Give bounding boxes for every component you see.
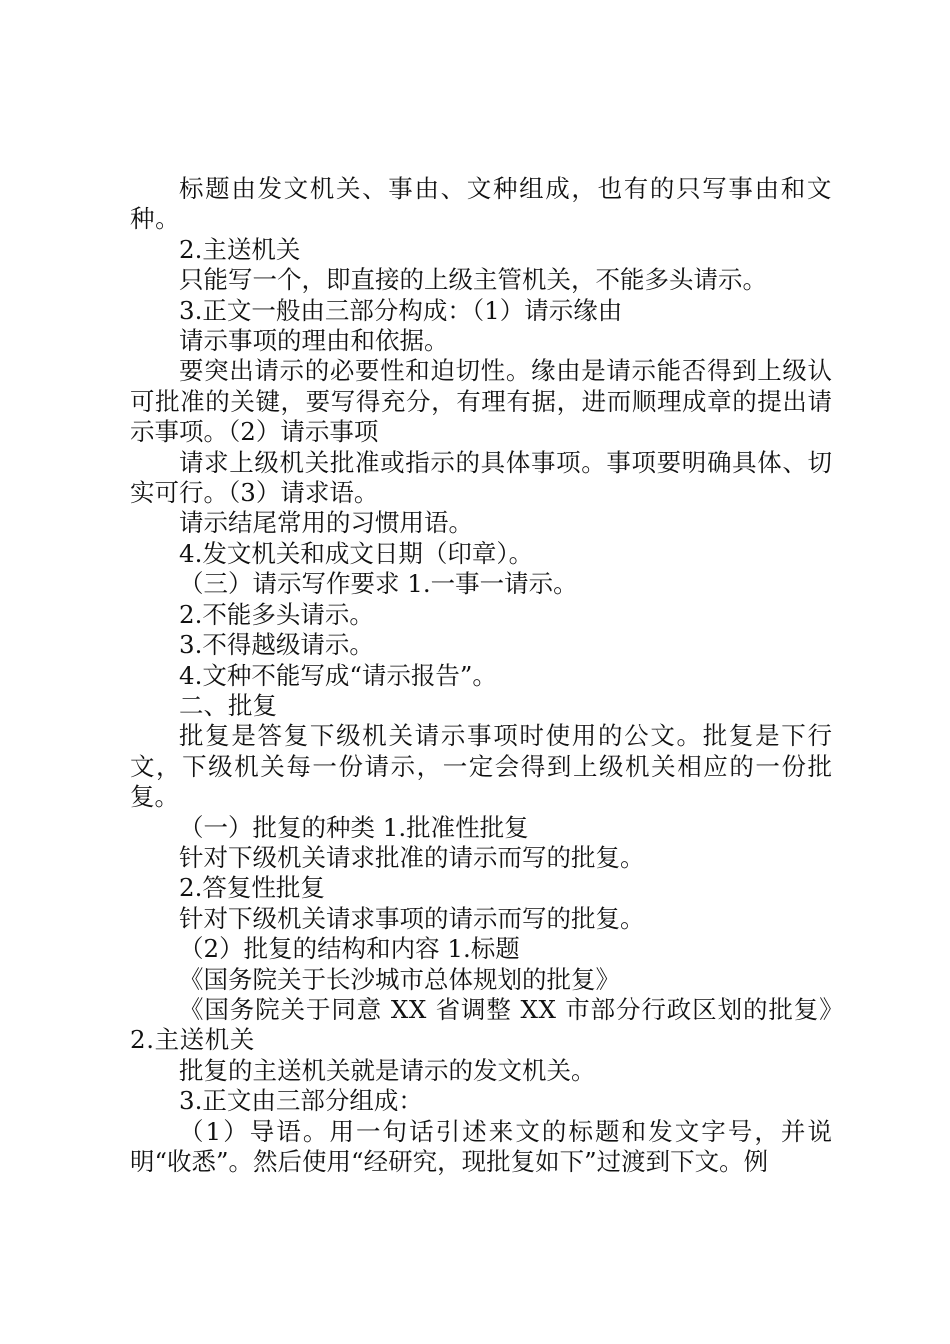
paragraph: 《国务院关于同意 XX 省调整 XX 市部分行政区划的批复》2.主送机关 bbox=[130, 994, 832, 1055]
document-body bbox=[130, 174, 832, 1177]
paragraph: 批复是答复下级机关请示事项时使用的公文。批复是下行文，下级机关每一份请示，一定会得到上级机关相应的一份批复。 bbox=[130, 721, 832, 812]
paragraph: 3.不得越级请示。 bbox=[179, 630, 374, 660]
paragraph: 《国务院关于长沙城市总体规划的批复》 bbox=[179, 964, 620, 994]
paragraph: 要突出请示的必要性和迫切性。缘由是请示能否得到上级认可批准的关键，要写得充分，有理有据，进而顺理成章的提出请示事项。（2）请示事项 bbox=[130, 356, 832, 447]
paragraph: 3.正文一般由三部分构成：（1）请示缘由 bbox=[179, 295, 623, 325]
paragraph: （三）请示写作要求 1.一事一请示。 bbox=[179, 569, 578, 599]
paragraph: 批复的主送机关就是请示的发文机关。 bbox=[179, 1055, 596, 1085]
section-heading: 二、批复 bbox=[179, 690, 277, 720]
paragraph: 4.发文机关和成文日期（印章）。 bbox=[179, 538, 534, 568]
paragraph: 标题由发文机关、事由、文种组成，也有的只写事由和文种。 bbox=[130, 174, 832, 234]
paragraph: 针对下级机关请求事项的请示而写的批复。 bbox=[179, 903, 645, 933]
paragraph: （2）批复的结构和内容 1.标题 bbox=[179, 934, 520, 964]
paragraph: 2.主送机关 bbox=[179, 234, 301, 264]
paragraph: 3.正文由三部分组成： bbox=[179, 1086, 423, 1116]
paragraph: 4.文种不能写成“请示报告”。 bbox=[179, 660, 497, 690]
paragraph: （1）导语。用一句话引述来文的标题和发文字号，并说明“收悉”。然后使用“经研究，现批复如下”过渡到下文。例 bbox=[130, 1116, 832, 1176]
paragraph: 2.不能多头请示。 bbox=[179, 599, 374, 629]
paragraph: 请求上级机关批准或指示的具体事项。事项要明确具体、切实可行。（3）请求语。 bbox=[130, 447, 832, 508]
paragraph: 请示结尾常用的习惯用语。 bbox=[179, 508, 473, 538]
paragraph: 针对下级机关请求批准的请示而写的批复。 bbox=[179, 842, 645, 872]
paragraph: 2.答复性批复 bbox=[179, 873, 325, 903]
paragraph: （一）批复的种类 1.批准性批复 bbox=[179, 812, 529, 842]
paragraph: 只能写一个，即直接的上级主管机关，不能多头请示。 bbox=[179, 265, 767, 295]
paragraph: 请示事项的理由和依据。 bbox=[179, 326, 449, 356]
